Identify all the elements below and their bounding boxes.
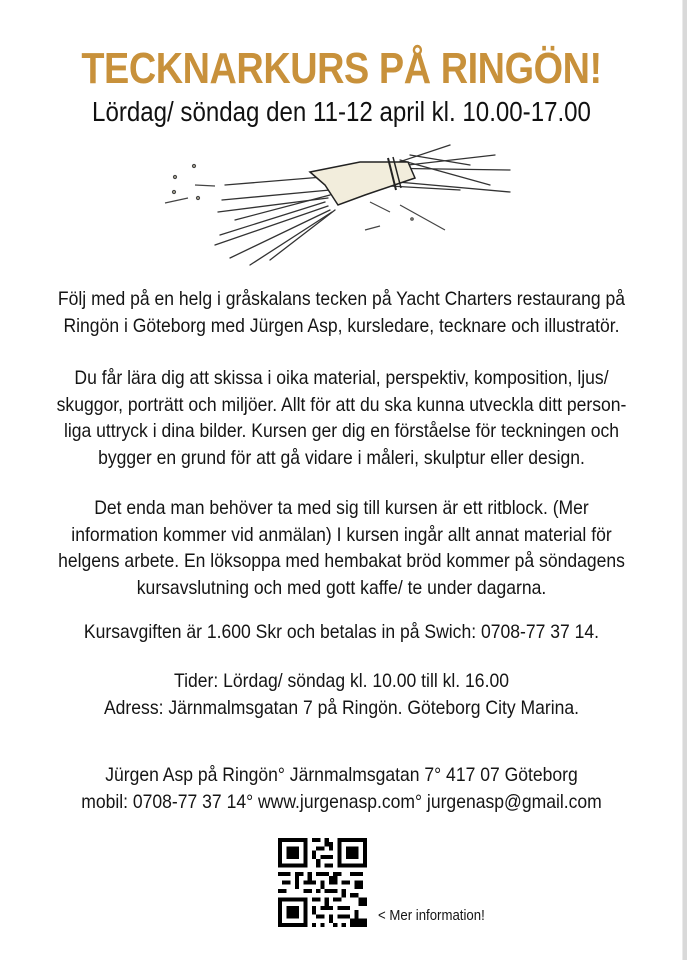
materials-line: Det enda man behöver ta med sig till kursen är ett ritblock. (Mer xyxy=(94,497,589,519)
materials-paragraph xyxy=(34,495,649,601)
description-paragraph xyxy=(34,365,649,471)
description-line: Du får lära dig att skissa i oika material, perspektiv, komposition, ljus/ xyxy=(74,367,609,389)
contact-info-line: mobil: 0708-77 37 14° www.jurgenasp.com° jurgenasp@gmail.com xyxy=(81,790,602,813)
materials-line: information kommer vid anmälan) I kursen ingår allt annat material för xyxy=(71,523,612,546)
poster-subtitle: Lördag/ söndag den 11-12 april kl. 10.00-17.00 xyxy=(92,96,591,127)
page-edge xyxy=(682,0,687,960)
schedule-paragraph xyxy=(34,668,649,721)
sticks-bundle-illustration xyxy=(160,140,520,270)
description-line: liga uttryck i dina bilder. Kursen ger dig en förståelse för teckningen och xyxy=(63,420,620,442)
poster-title: TECKNARKURS PÅ RINGÖN! xyxy=(81,44,602,93)
intro-line: Följ med på en helg i gråskalans tecken på Yacht Charters restaurang på xyxy=(57,288,626,310)
materials-line: helgens arbete. En löksoppa med hembakat bröd kommer på söndagens xyxy=(58,550,625,572)
schedule-line: Tider: Lördag/ söndag kl. 10.00 till kl. 16.00 xyxy=(174,670,509,692)
contact-paragraph xyxy=(34,762,649,815)
qr-more-info-label: < Mer information! xyxy=(378,907,485,924)
contact-address-line: Jürgen Asp på Ringön° Järnmalmsgatan 7° 417 07 Göteborg xyxy=(105,764,578,786)
intro-paragraph xyxy=(34,286,649,339)
description-line: bygger en grund för att gå vidare i måleri, skulptur eller design. xyxy=(98,446,585,469)
fee-paragraph xyxy=(34,619,649,646)
intro-line: Ringön i Göteborg med Jürgen Asp, kursledare, tecknare och illustratör. xyxy=(63,314,620,337)
qr-code-icon[interactable] xyxy=(278,838,367,927)
fee-line: Kursavgiften är 1.600 Skr och betalas in på Swich: 0708-77 37 14. xyxy=(83,621,600,643)
description-line: skuggor, porträtt och miljöer. Allt för att du ska kunna utveckla ditt person- xyxy=(56,393,627,416)
address-line: Adress: Järnmalmsgatan 7 på Ringön. Göteborg City Marina. xyxy=(103,696,580,719)
materials-line: kursavslutning och med gott kaffe/ te under dagarna. xyxy=(136,576,547,599)
